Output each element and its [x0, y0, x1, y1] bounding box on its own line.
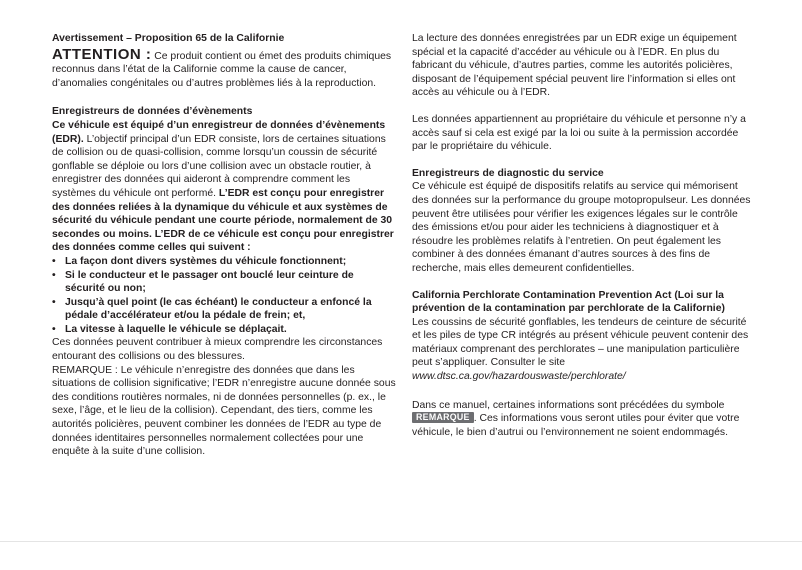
- edr-intro-bold: Ce véhicule est équipé d’un enregistreur de données d’évènements (EDR).: [52, 119, 386, 145]
- list-item: [52, 255, 396, 269]
- notice-text-before: Dans ce manuel, certaines informations sont précédées du symbole: [412, 399, 725, 411]
- edr-contribute-text: Ces données peuvent contribuer à mieux comprendre les circonstances entourant des collisions ou des blessures.: [52, 337, 383, 363]
- perchlorate-paragraph: [412, 316, 754, 384]
- right-column: [412, 32, 754, 439]
- list-item: [52, 323, 396, 337]
- bullet-text: Jusqu’à quel point (le cas échéant) le conducteur a enfoncé la pédale d’accélérateur et/ou la pédale de frein; et,: [65, 296, 372, 322]
- list-item: [52, 296, 396, 323]
- edr-bold-text: L’EDR est conçu pour enregistrer des données reliées à la dynamique du véhicule et aux systèmes de sécurité du véhicule pendant une courte période, normalement de 30 secondes ou moins. L’EDR de ce véhicule est conçu pour enregistrer des données comme celles qui suivent :: [52, 187, 394, 254]
- attention-label: ATTENTION :: [52, 45, 152, 63]
- edr-intro-text: L’objectif principal d’un EDR consiste, lors de certaines situations de collision ou de quasi-collision, comme lorsqu’un coussin de sécurité gonflable se déploie ou lors d’une collision avec un obstacle routier, à enregistrer des données qui aideront à comprendre comment les systèmes du véhicule ont performé.: [52, 133, 386, 199]
- perchlorate-heading: California Perchlorate Contamination Prevention Act (Loi sur la prévention de la contamination par perchlorate de la Californie): [412, 289, 725, 315]
- edr-ownership-text: Les données appartiennent au propriétaire du véhicule et personne n’y a accès sauf si cela est exigé par la loi ou suite à la permission accordée par le propriétaire du véhicule.: [412, 113, 746, 153]
- prop65-warning: [52, 45, 396, 91]
- bullet-mark: •: [52, 323, 56, 335]
- bullet-text: La vitesse à laquelle le véhicule se déplaçait.: [65, 323, 287, 335]
- edr-reading-text: La lecture des données enregistrées par un EDR exige un équipement spécial et la capacité d’accéder au véhicule ou à l’EDR. En plus du fabricant du véhicule, d’autres parties, comme les autorités policières, disposant de l’équipement spécial peuvent lire l’information si elles ont accès au véhicule ou à l’EDR.: [412, 33, 737, 99]
- edr-bullet-list: [52, 255, 396, 337]
- remarque-badge: REMARQUE: [412, 412, 474, 423]
- bullet-text: Si le conducteur et le passager ont bouclé leur ceinture de sécurité ou non;: [65, 269, 354, 295]
- prop65-heading: Avertissement – Proposition 65 de la Californie: [52, 33, 285, 44]
- bullet-mark: •: [52, 296, 56, 308]
- diagnostic-text: Ce véhicule est équipé de dispositifs relatifs au service qui mémorisent des données sur la performance du groupe motopropulseur. Les données peuvent être utilisées pour vérifier les exigences légales sur le contrôle des émissions et/ou pour aider les techniciens à diagnostiquer et à résoudre les problèmes relatifs à l’entretien. On peut également les combiner à des données émanant d’autres sources à des fins de recherche, mais elles demeurent confidentielles.: [412, 181, 751, 274]
- notice-paragraph: [412, 399, 754, 440]
- edr-intro: [52, 119, 396, 255]
- perchlorate-link[interactable]: www.dtsc.ca.gov/hazardouswaste/perchlorate/: [412, 371, 626, 383]
- left-column: [52, 32, 396, 459]
- edr-heading: Enregistreurs de données d’évènements: [52, 106, 253, 118]
- bullet-text: La façon dont divers systèmes du véhicule fonctionnent;: [65, 255, 347, 267]
- prop65-text: Ce produit contient ou émet des produits chimiques reconnus dans l’état de la Californie comme la cause de cancer, d’anomalies congénitales ou d’autres problèmes liés à la reproduction.: [52, 50, 392, 89]
- bullet-mark: •: [52, 255, 56, 267]
- page-divider: [0, 541, 802, 542]
- notice-text-after: . Ces informations vous seront utiles pour éviter que votre véhicule, le bien d’autrui ou l’environnement ne soient endommagés.: [412, 413, 740, 438]
- edr-remarque-text: REMARQUE : Le véhicule n’enregistre des données que dans les situations de collision significative; l’EDR n’enregistre aucune donnée sous des conditions routières normales, ni de données personnelles (p. ex., le sexe, l’âge, et le lieu de la collision). Cependant, des tiers, comme les autorités policières, peuvent combiner les données de l’EDR au type de données identitaires personnelles normalement collectées pour une enquête à la suite d’une collision.: [52, 364, 396, 458]
- perchlorate-text: Les coussins de sécurité gonflables, les tendeurs de ceinture de sécurité et les piles de type CR intégrés au présent véhicule peuvent contenir des matériaux comprenant des perchlorates – une manipulation particulière peut s’appliquer. Consulter le site: [412, 316, 749, 369]
- bullet-mark: •: [52, 269, 56, 281]
- list-item: [52, 269, 396, 296]
- diagnostic-heading: Enregistreurs de diagnostic du service: [412, 167, 604, 179]
